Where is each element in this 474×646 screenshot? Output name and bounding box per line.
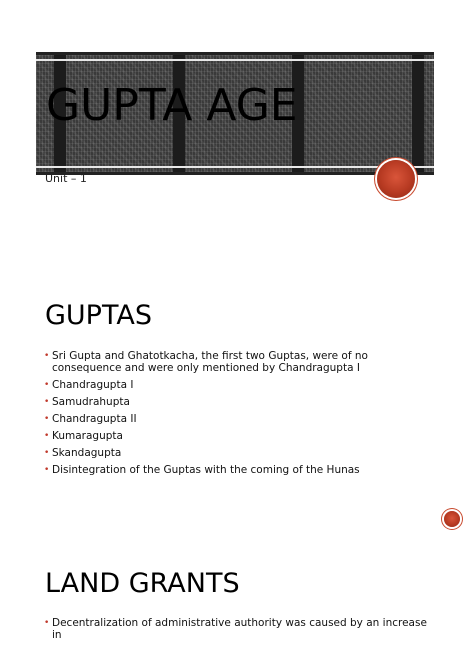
banner-dark-band	[412, 55, 424, 172]
slide-title: GUPTA AGE	[46, 80, 298, 131]
guptas-bullet-list	[44, 350, 434, 481]
list-item: • Kumaragupta	[44, 430, 123, 442]
list-item: • Chandragupta II	[44, 413, 137, 425]
slide-subtitle: Unit – 1	[45, 172, 87, 185]
guptas-heading: GUPTAS	[45, 300, 152, 331]
decorative-orb-icon	[377, 160, 415, 198]
bullet-icon: •	[44, 431, 50, 441]
bullet-icon: •	[44, 397, 50, 407]
list-item: • Samudrahupta	[44, 396, 130, 408]
list-item: • Disintegration of the Guptas with the coming of the Hunas	[44, 464, 360, 476]
list-item: • Decentralization of administrative authority was caused by an increase in	[44, 617, 427, 641]
list-item: • Skandagupta	[44, 447, 122, 459]
title-slide	[0, 0, 474, 290]
bullet-icon: •	[44, 351, 50, 361]
banner-rule-bottom	[36, 166, 434, 168]
land-grants-heading: LAND GRANTS	[45, 568, 240, 599]
banner-rule-top	[36, 59, 434, 61]
bullet-icon: •	[44, 465, 50, 475]
decorative-orb-icon	[444, 511, 460, 527]
bullet-icon: •	[44, 448, 50, 458]
bullet-icon: •	[44, 414, 50, 424]
list-item: • Sri Gupta and Ghatotkacha, the first two Guptas, were of no consequence and were only mentioned by Chandragupta I	[44, 350, 368, 374]
bullet-icon: •	[44, 380, 50, 390]
list-item: • Chandragupta I	[44, 379, 134, 391]
bullet-icon: •	[44, 618, 50, 628]
